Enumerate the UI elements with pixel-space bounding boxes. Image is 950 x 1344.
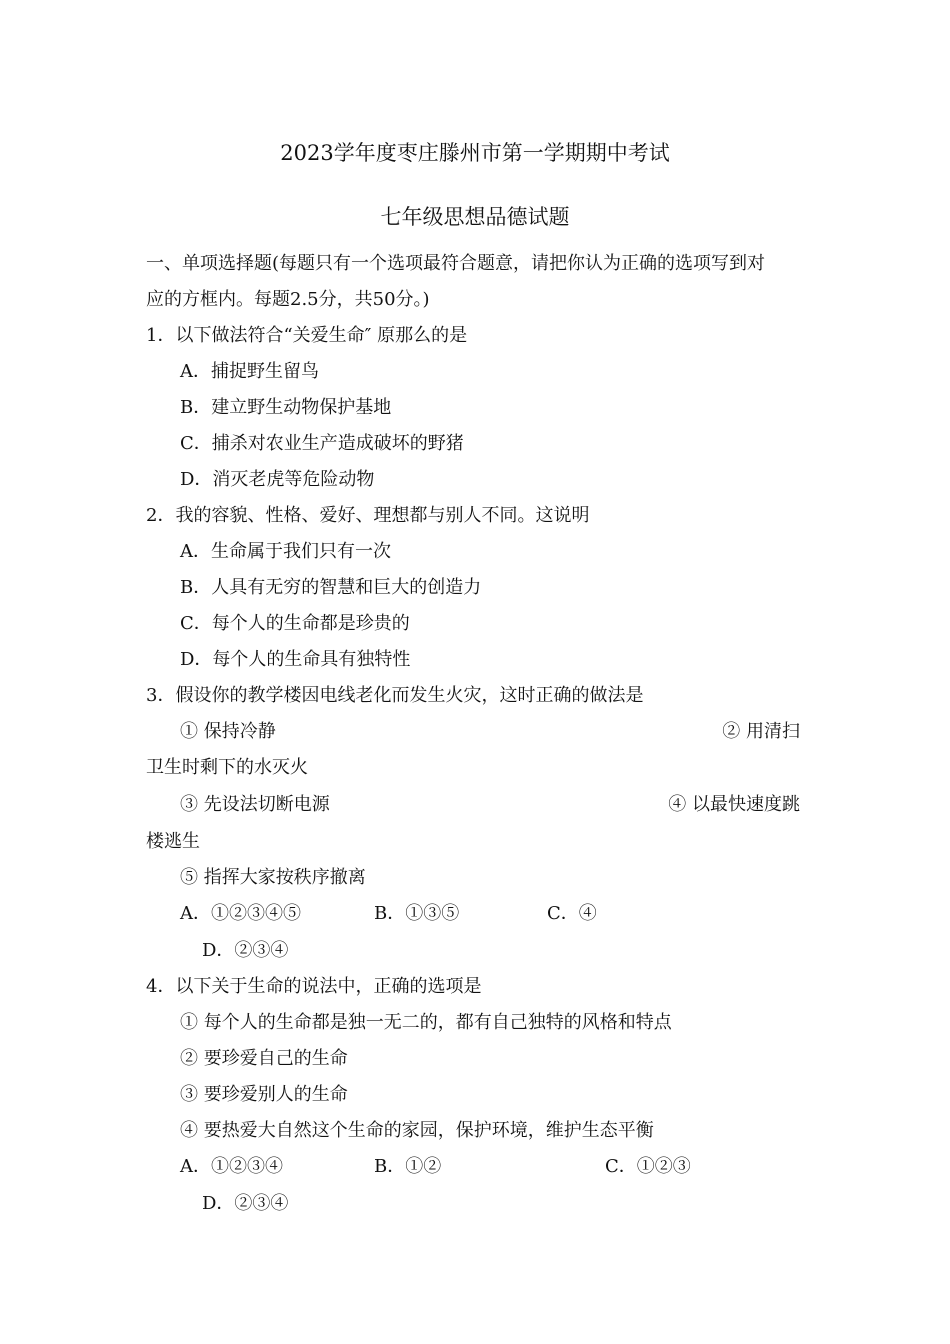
question-2-option-c: C．每个人的生命都是珍贵的 [180, 613, 410, 634]
question-3-item-4: ④ 以最快速度跳 [668, 794, 800, 815]
question-1-option-d: D．消灭老虎等危险动物 [180, 469, 375, 490]
section-instructions-line-1: 一、单项选择题(每题只有一个选项最符合题意，请把你认为正确的选项写到对 [146, 253, 766, 274]
question-1-stem: 1．以下做法符合“关爱生命″ 原那么的是 [146, 325, 468, 346]
question-2-stem: 2．我的容貌、性格、爱好、理想都与别人不同。这说明 [146, 505, 590, 526]
question-1-option-c: C．捕杀对农业生产造成破坏的野猪 [180, 433, 464, 454]
question-4-option-d: D．②③④ [202, 1193, 289, 1214]
question-3-stem: 3．假设你的教学楼因电线老化而发生火灾，这时正确的做法是 [146, 685, 644, 706]
document-title: 2023学年度枣庄滕州市第一学期期中考试 [280, 141, 670, 165]
question-2-option-a: A．生命属于我们只有一次 [180, 541, 391, 562]
question-3-item-5: ⑤ 指挥大家按秩序撤离 [180, 867, 366, 888]
question-4-option-a: A．①②③④ [180, 1156, 283, 1177]
question-3-option-c: C．④ [547, 903, 597, 924]
question-2-option-d: D．每个人的生命具有独特性 [180, 649, 411, 670]
question-3-item-3: ③ 先设法切断电源 [180, 794, 330, 815]
question-4-option-b: B．①② [374, 1156, 442, 1177]
question-4-item-2: ② 要珍爱自己的生命 [180, 1048, 348, 1069]
question-4-option-c: C．①②③ [605, 1156, 691, 1177]
question-3-item-2: ② 用清扫 [722, 721, 800, 742]
question-3-item-2-continued: 卫生时剩下的水灭火 [146, 757, 308, 778]
question-4-stem: 4．以下关于生命的说法中，正确的选项是 [146, 976, 482, 997]
question-3-item-4-continued: 楼逃生 [146, 831, 200, 852]
question-1-option-a: A．捕捉野生留鸟 [180, 361, 319, 382]
question-1-option-b: B．建立野生动物保护基地 [180, 397, 392, 418]
question-4-item-4: ④ 要热爱大自然这个生命的家园，保护环境，维护生态平衡 [180, 1120, 654, 1141]
question-3-option-a: A．①②③④⑤ [180, 903, 301, 924]
document-subtitle: 七年级思想品德试题 [380, 205, 570, 229]
question-2-option-b: B．人具有无穷的智慧和巨大的创造力 [180, 577, 482, 598]
section-instructions-line-2: 应的方框内。每题2.5分，共50分。) [146, 289, 430, 310]
question-3-item-1: ① 保持冷静 [180, 721, 276, 742]
question-3-option-b: B．①③⑤ [374, 903, 460, 924]
question-3-option-d: D．②③④ [202, 940, 289, 961]
question-4-item-1: ① 每个人的生命都是独一无二的，都有自己独特的风格和特点 [180, 1012, 672, 1033]
question-4-item-3: ③ 要珍爱别人的生命 [180, 1084, 348, 1105]
